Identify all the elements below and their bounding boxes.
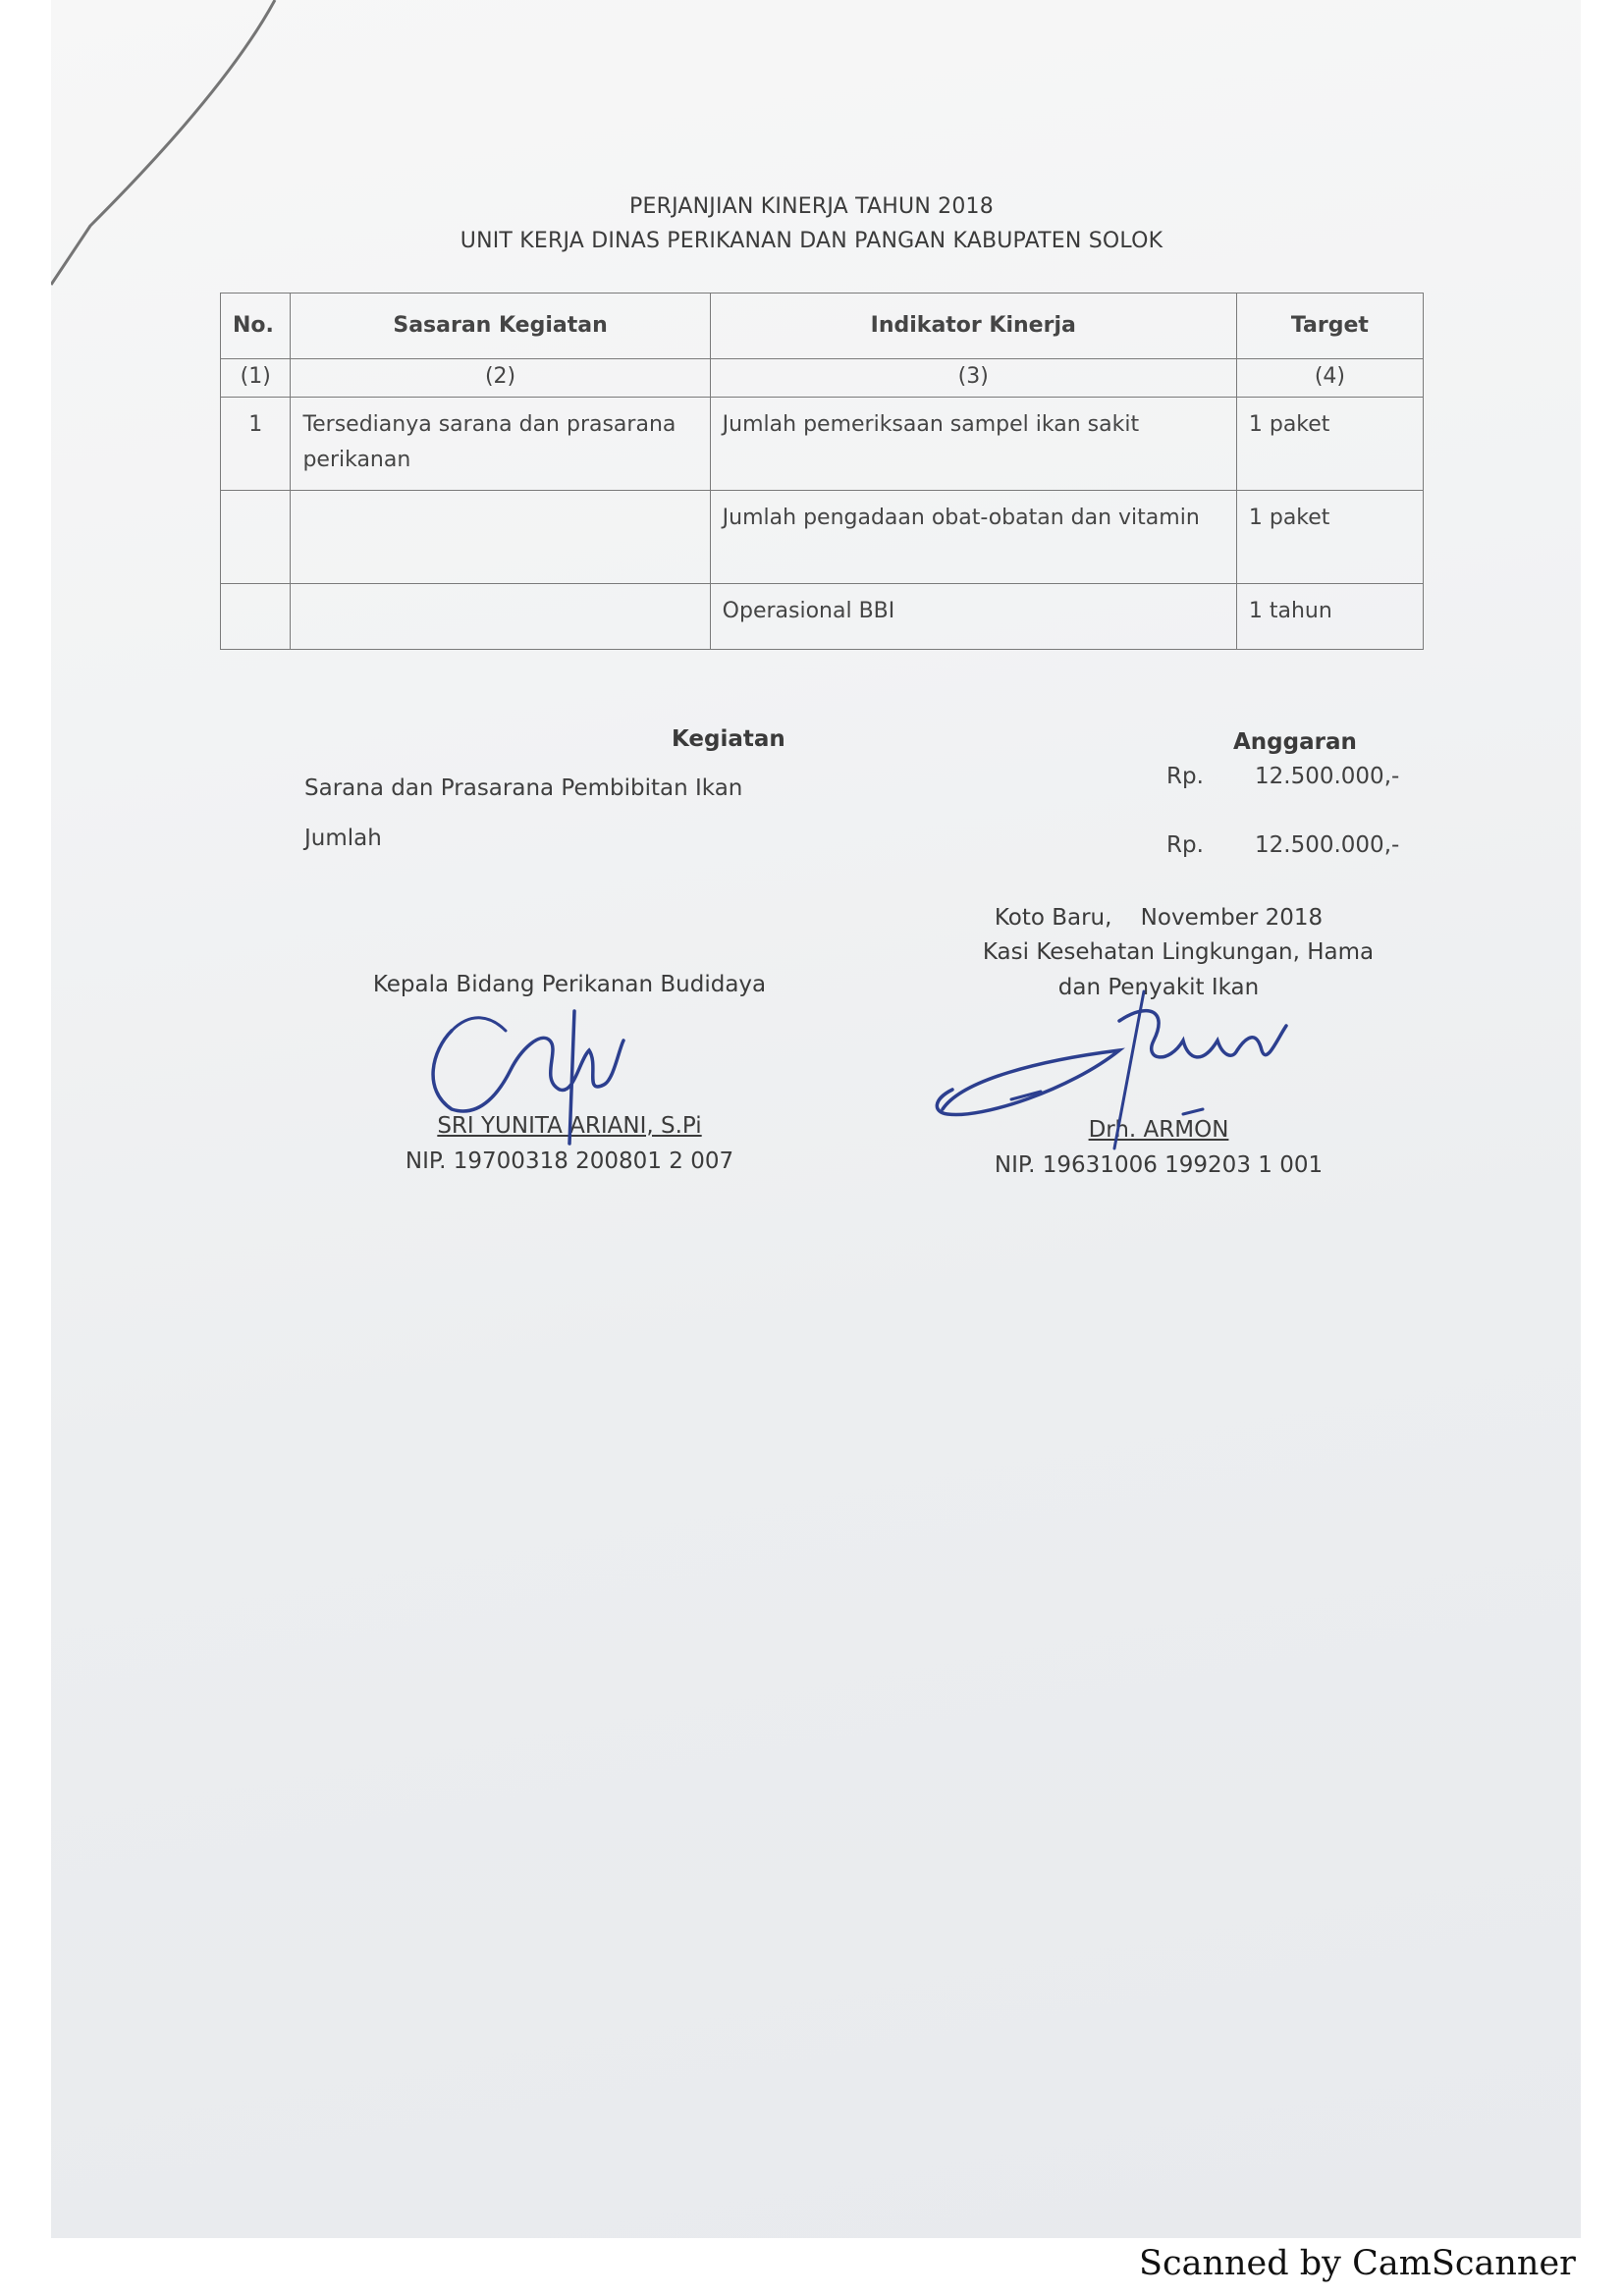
document-subtitle: UNIT KERJA DINAS PERIKANAN DAN PANGAN KABUPATEN SOLOK	[460, 229, 1163, 253]
row-no: 1	[221, 398, 291, 491]
column-number-row	[221, 359, 1424, 398]
performance-table	[220, 293, 1424, 650]
row-target: 1 paket	[1236, 491, 1423, 584]
row-sasaran: Tersedianya sarana dan prasarana perikanan	[291, 398, 710, 491]
table-row	[221, 398, 1424, 491]
row-indikator: Operasional BBI	[710, 584, 1236, 650]
left-signatory-name: SRI YUNITA ARIANI, S.Pi	[437, 1113, 702, 1139]
total-currency: Rp.	[1166, 832, 1204, 858]
header-no: No.	[221, 294, 291, 359]
document-title: PERJANJIAN KINERJA TAHUN 2018	[629, 194, 994, 219]
right-signatory-name: Drh. ARMON	[1088, 1117, 1229, 1143]
row-indikator: Jumlah pemeriksaan sampel ikan sakit	[710, 398, 1236, 491]
anggaran-heading: Anggaran	[1233, 729, 1357, 755]
header-sasaran: Sasaran Kegiatan	[291, 294, 710, 359]
left-signatory-position: Kepala Bidang Perikanan Budidaya	[372, 972, 767, 997]
column-number: (4)	[1236, 359, 1423, 398]
header-target: Target	[1236, 294, 1423, 359]
column-number: (1)	[221, 359, 291, 398]
row-sasaran	[291, 491, 710, 584]
row-no	[221, 491, 291, 584]
row-target: 1 paket	[1236, 398, 1423, 491]
kegiatan-heading: Kegiatan	[672, 726, 785, 752]
right-signatory-nip: NIP. 19631006 199203 1 001	[994, 1152, 1324, 1178]
column-number: (2)	[291, 359, 710, 398]
row-target: 1 tahun	[1236, 584, 1423, 650]
row-no	[221, 584, 291, 650]
table-row	[221, 584, 1424, 650]
table-header-row	[221, 294, 1424, 359]
total-amount: 12.500.000,-	[1255, 832, 1400, 858]
column-number: (3)	[710, 359, 1236, 398]
row-sasaran	[291, 584, 710, 650]
left-signatory-nip: NIP. 19700318 200801 2 007	[405, 1148, 734, 1174]
row-indikator: Jumlah pengadaan obat-obatan dan vitamin	[710, 491, 1236, 584]
place-date: Koto Baru, November 2018	[994, 905, 1324, 931]
program-name: Sarana dan Prasarana Pembibitan Ikan	[304, 775, 743, 801]
program-amount: 12.500.000,-	[1255, 764, 1400, 789]
table-row	[221, 491, 1424, 584]
right-signatory-position-line-2: dan Penyakit Ikan	[1057, 975, 1260, 1000]
header-indikator: Indikator Kinerja	[710, 294, 1236, 359]
right-signatory-position-line-1: Kasi Kesehatan Lingkungan, Hama	[982, 939, 1375, 965]
program-currency: Rp.	[1166, 764, 1204, 789]
scanner-watermark: Scanned by CamScanner	[1139, 2244, 1576, 2283]
total-label: Jumlah	[304, 826, 382, 851]
